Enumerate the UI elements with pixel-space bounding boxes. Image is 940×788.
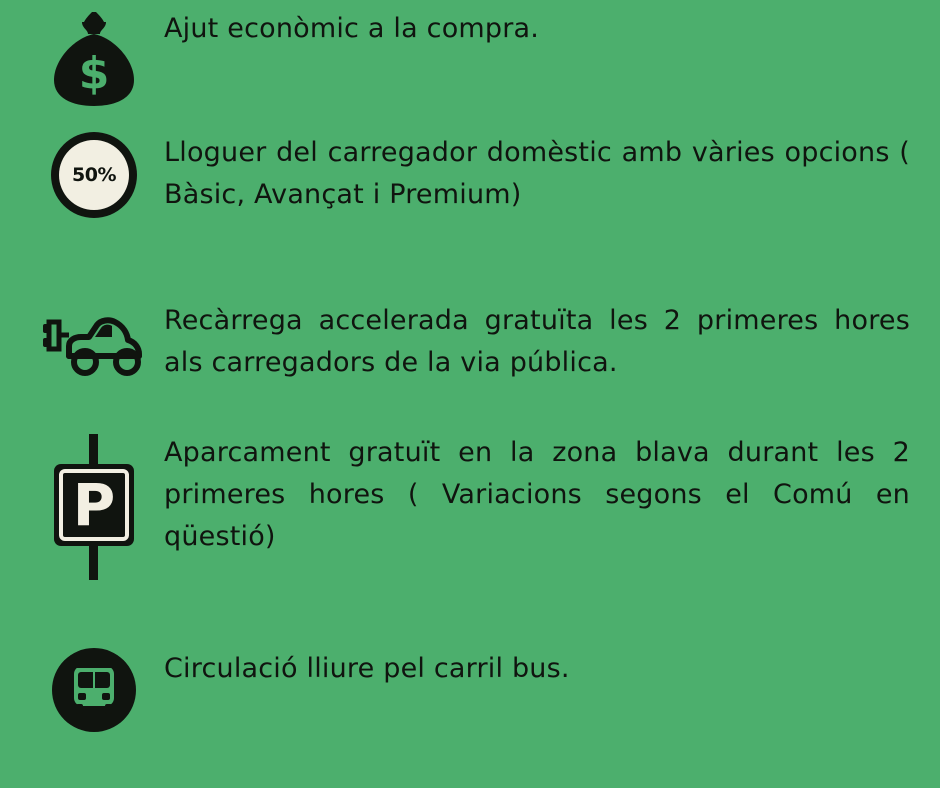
benefit-item [24, 648, 920, 732]
discount-label: 50% [59, 140, 129, 210]
benefit-item [24, 8, 920, 108]
benefit-icon-cell [24, 432, 164, 582]
bus-icon [52, 648, 136, 732]
benefit-icon-cell [24, 8, 164, 108]
benefit-icon-cell [24, 300, 164, 380]
benefit-text: Circulació lliure pel carril bus. [164, 653, 570, 684]
benefit-item [24, 432, 920, 582]
benefit-text: Lloguer del carregador domèstic amb vàries opcions ( Bàsic, Avançat i Premium) [164, 137, 910, 210]
benefit-text: Recàrrega accelerada gratuïta les 2 primeres hores als carregadors de la via pública. [164, 305, 910, 378]
money-bag-icon [46, 8, 142, 108]
svg-text:$: $ [78, 48, 110, 99]
svg-text:P: P [72, 471, 116, 539]
fifty-percent-discount-icon [51, 132, 137, 218]
parking-sign-icon [46, 432, 142, 582]
benefit-icon-cell [24, 132, 164, 218]
benefit-item [24, 132, 920, 218]
benefit-icon-cell [24, 648, 164, 732]
benefit-text: Ajut econòmic a la compra. [164, 13, 540, 44]
electric-car-icon [39, 300, 149, 380]
benefit-text: Aparcament gratuït en la zona blava durant les 2 primeres hores ( Variacions segons el Comú en qüestió) [164, 437, 910, 552]
benefit-item [24, 300, 920, 384]
